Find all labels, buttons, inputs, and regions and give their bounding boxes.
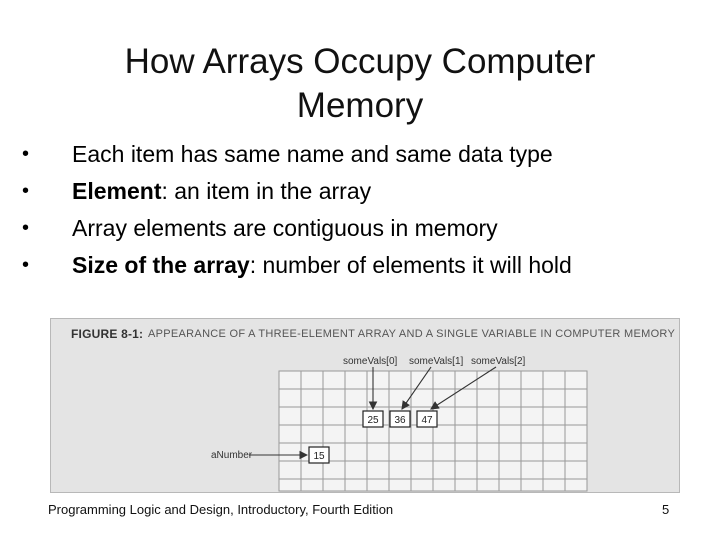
bullet-item: • Each item has same name and same data type (22, 136, 572, 173)
bullet-list (22, 136, 572, 284)
memory-grid (279, 371, 587, 491)
figure-label: FIGURE 8-1: (71, 327, 144, 341)
array-value: 25 (367, 415, 379, 426)
memory-diagram (51, 319, 679, 492)
array-label: someVals[1] (409, 356, 464, 367)
title-line-2: Memory (296, 86, 424, 125)
slide-title (0, 40, 720, 128)
array-cells (363, 411, 437, 427)
bullet-item: • Element: an item in the array (22, 173, 572, 210)
variable-cell (309, 447, 329, 463)
page-number: 5 (662, 502, 670, 517)
memory-figure (50, 318, 680, 493)
variable-value: 15 (313, 451, 325, 462)
array-label: someVals[0] (343, 356, 398, 367)
bullet-item: • Size of the array: number of elements it will hold (22, 247, 572, 284)
bullet-term: Element (72, 178, 162, 204)
footer-text: Programming Logic and Design, Introductory, Fourth Edition (48, 502, 394, 517)
bullet-item: • Array elements are contiguous in memory (22, 210, 572, 247)
bullet-term: Size of the array (72, 252, 250, 278)
variable-label: aNumber (211, 450, 253, 461)
array-label: someVals[2] (471, 356, 526, 367)
figure-caption: APPEARANCE OF A THREE-ELEMENT ARRAY AND A SINGLE VARIABLE IN COMPUTER MEMORY (148, 328, 676, 340)
array-value: 47 (421, 415, 433, 426)
array-value: 36 (394, 415, 406, 426)
title-line-1: How Arrays Occupy Computer (124, 42, 596, 81)
